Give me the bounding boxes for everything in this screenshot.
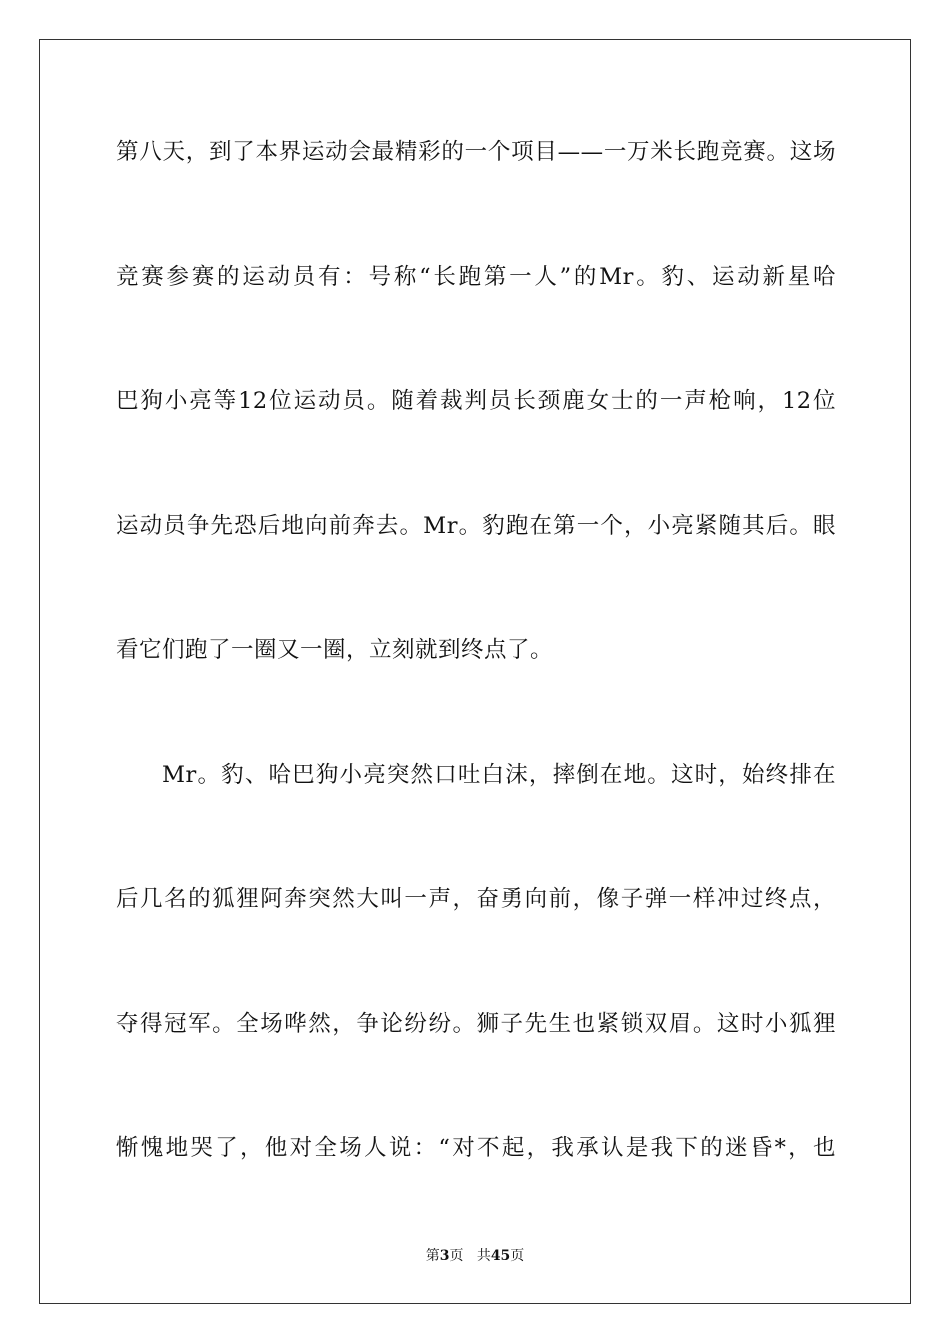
body-line-8: 夺得冠军。全场哗然，争论纷纷。狮子先生也紧锁双眉。这时小狐狸 [116,1011,836,1037]
total-suffix: 页 [510,1248,525,1264]
body-line-1: 第八天，到了本界运动会最精彩的一个项目——一万米长跑竞赛。这场 [116,139,836,165]
body-line-2: 竞赛参赛的运动员有：号称“长跑第一人”的Mr。豹、运动新星哈 [116,264,836,290]
page-suffix: 页 [449,1248,464,1264]
body-line-7: 后几名的狐狸阿奔突然大叫一声，奋勇向前，像子弹一样冲过终点， [116,886,836,912]
page-footer [0,1247,950,1265]
body-line-6: Mr。豹、哈巴狗小亮突然口吐白沫，摔倒在地。这时，始终排在 [162,762,836,788]
body-line-3: 巴狗小亮等12位运动员。随着裁判员长颈鹿女士的一声枪响，12位 [116,388,836,414]
body-line-4: 运动员争先恐后地向前奔去。Mr。豹跑在第一个，小亮紧随其后。眼 [116,513,836,539]
page-prefix: 第 [425,1248,440,1264]
body-line-5: 看它们跑了一圈又一圈，立刻就到终点了。 [116,637,554,663]
page-border [39,39,911,1304]
total-prefix: 共 [476,1248,491,1264]
page-number: 3 [439,1248,450,1264]
total-pages: 45 [490,1248,511,1264]
body-line-9: 惭愧地哭了，他对全场人说：“对不起，我承认是我下的迷昏*，也 [116,1135,836,1161]
